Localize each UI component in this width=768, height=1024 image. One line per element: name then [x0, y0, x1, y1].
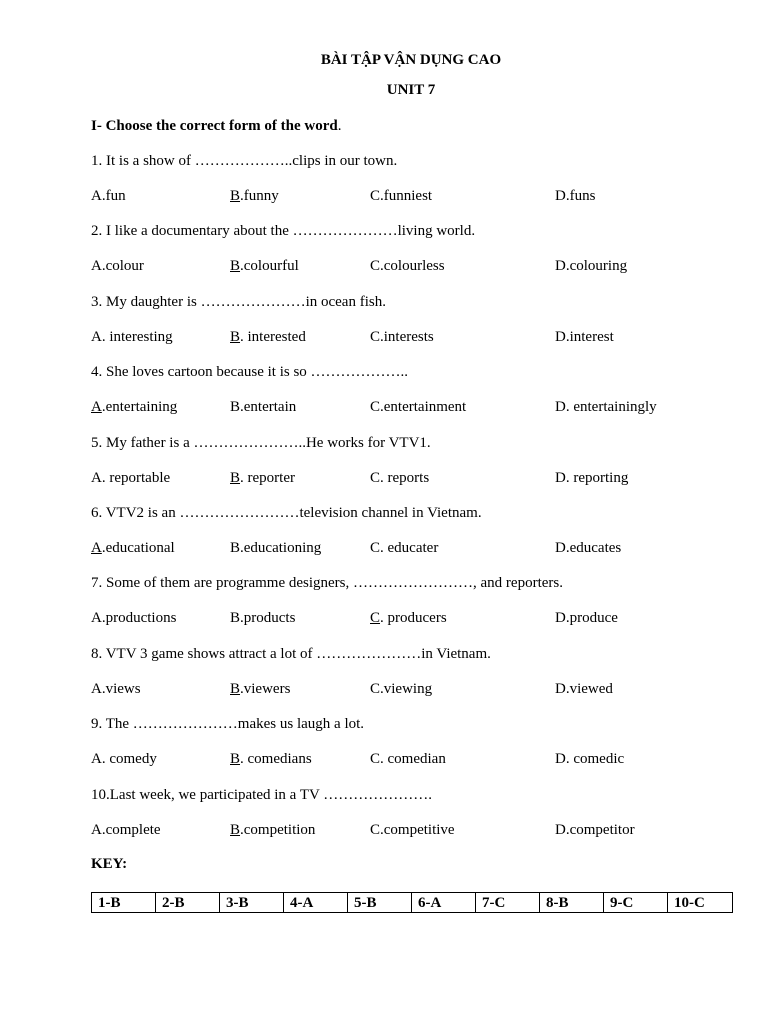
option-b[interactable] — [230, 470, 295, 487]
option-b[interactable] — [230, 751, 312, 768]
option-a[interactable] — [91, 329, 173, 346]
option-b[interactable] — [230, 681, 290, 698]
option-text: reporting — [573, 470, 629, 486]
option-letter: A — [91, 751, 102, 767]
option-separator: . — [565, 751, 574, 767]
option-letter: D — [555, 681, 566, 697]
option-a[interactable] — [91, 258, 144, 275]
option-separator: . — [565, 329, 570, 345]
option-letter: C — [370, 258, 381, 274]
option-text: reporter — [247, 470, 295, 486]
option-c[interactable] — [370, 399, 466, 416]
option-text: comedian — [387, 751, 446, 767]
option-a[interactable] — [91, 751, 157, 768]
option-separator: . — [240, 470, 248, 486]
question-text: 2. I like a documentary about the …………………living world. — [91, 223, 476, 239]
option-text: competitor — [569, 822, 635, 838]
option-text: funniest — [383, 188, 433, 204]
option-text: views — [105, 681, 141, 697]
option-letter: A — [91, 681, 102, 697]
option-d[interactable] — [555, 681, 613, 698]
option-letter: C — [370, 470, 381, 486]
option-text: viewing — [383, 681, 433, 697]
option-separator: . — [380, 610, 388, 626]
option-separator: . — [565, 188, 570, 204]
option-separator: . — [565, 681, 570, 697]
options-row — [91, 610, 751, 630]
option-text: productions — [105, 610, 177, 626]
option-letter: A — [91, 258, 102, 274]
option-letter: B — [230, 470, 241, 486]
option-text: interests — [383, 329, 434, 345]
option-separator: . — [240, 329, 248, 345]
option-c[interactable] — [370, 258, 445, 275]
option-b[interactable] — [230, 540, 321, 557]
option-separator: . — [101, 822, 106, 838]
option-separator: . — [565, 470, 574, 486]
question-text: 7. Some of them are programme designers, ……………………, and reporters. — [91, 575, 563, 591]
option-letter: C — [370, 610, 381, 626]
option-d[interactable] — [555, 822, 635, 839]
option-d[interactable] — [555, 258, 627, 275]
option-separator: . — [101, 399, 106, 415]
option-text: produce — [569, 610, 618, 626]
option-text: entertaining — [105, 399, 178, 415]
question-text: 9. The …………………makes us laugh a lot. — [91, 716, 365, 732]
option-text: interest — [569, 329, 614, 345]
option-text: producers — [387, 610, 447, 626]
option-letter: C — [370, 681, 381, 697]
option-text: comedy — [109, 751, 157, 767]
option-separator: . — [565, 540, 570, 556]
option-separator: . — [380, 540, 388, 556]
option-b[interactable] — [230, 258, 299, 275]
option-a[interactable] — [91, 681, 141, 698]
option-text: educational — [105, 540, 175, 556]
worksheet-title: BÀI TẬP VẬN DỤNG CAO — [320, 52, 502, 68]
option-separator: . — [101, 329, 110, 345]
key-cell: 1-B — [92, 893, 156, 913]
option-text: complete — [105, 822, 161, 838]
option-c[interactable] — [370, 470, 429, 487]
section-heading — [91, 118, 341, 135]
option-c[interactable] — [370, 822, 455, 839]
option-text: viewed — [569, 681, 613, 697]
option-separator: . — [240, 188, 244, 204]
option-separator: . — [565, 822, 570, 838]
option-separator: . — [240, 399, 244, 415]
option-separator: . — [240, 681, 244, 697]
option-letter: D — [555, 258, 566, 274]
option-separator: . — [240, 540, 244, 556]
option-b[interactable] — [230, 822, 315, 839]
option-c[interactable] — [370, 188, 432, 205]
option-separator: . — [240, 822, 244, 838]
option-d[interactable] — [555, 470, 628, 487]
option-separator: . — [101, 188, 106, 204]
option-letter: D — [555, 610, 566, 626]
option-b[interactable] — [230, 399, 296, 416]
option-letter: C — [370, 329, 381, 345]
option-separator: . — [565, 258, 570, 274]
option-letter: D — [555, 540, 566, 556]
option-separator: . — [380, 470, 388, 486]
option-letter: B — [230, 258, 241, 274]
option-c[interactable] — [370, 681, 432, 698]
option-text: entertainment — [383, 399, 467, 415]
option-text: products — [243, 610, 296, 626]
key-cell: 6-A — [412, 893, 476, 913]
option-text: entertainingly — [573, 399, 657, 415]
option-letter: A — [91, 610, 102, 626]
option-c[interactable] — [370, 540, 438, 557]
option-letter: B — [230, 681, 241, 697]
unit-heading: UNIT 7 — [386, 82, 436, 98]
key-cell: 10-C — [668, 893, 733, 913]
option-a[interactable] — [91, 822, 161, 839]
option-b[interactable] — [230, 329, 306, 346]
option-separator: . — [380, 681, 384, 697]
option-b[interactable] — [230, 188, 279, 205]
options-row — [91, 258, 751, 278]
option-letter: D — [555, 399, 566, 415]
question-text: 5. My father is a …………………..He works for VTV1. — [91, 435, 431, 451]
option-c[interactable] — [370, 329, 434, 346]
key-label: KEY: — [91, 856, 128, 872]
option-a[interactable] — [91, 610, 176, 627]
option-letter: B — [230, 822, 241, 838]
option-text: educater — [387, 540, 439, 556]
option-d[interactable] — [555, 610, 618, 627]
option-separator: . — [240, 258, 244, 274]
answer-key-table — [91, 892, 733, 913]
option-letter: C — [370, 822, 381, 838]
key-cell: 7-C — [476, 893, 540, 913]
option-c[interactable] — [370, 610, 447, 627]
key-cell: 5-B — [348, 893, 412, 913]
option-text: interested — [247, 329, 306, 345]
option-separator: . — [565, 399, 574, 415]
option-letter: A — [91, 470, 102, 486]
option-b[interactable] — [230, 610, 295, 627]
options-row — [91, 681, 751, 701]
option-separator: . — [565, 610, 570, 626]
option-separator: . — [101, 470, 110, 486]
option-letter: B — [230, 610, 241, 626]
option-separator: . — [101, 751, 110, 767]
option-letter: B — [230, 399, 241, 415]
option-text: funny — [243, 188, 279, 204]
option-d[interactable] — [555, 399, 657, 416]
key-cell: 8-B — [540, 893, 604, 913]
option-letter: D — [555, 470, 566, 486]
question-text: 1. It is a show of ………………..clips in our town. — [91, 153, 398, 169]
option-text: educationing — [243, 540, 322, 556]
option-separator: . — [380, 399, 384, 415]
option-text: funs — [569, 188, 596, 204]
option-text: colour — [105, 258, 144, 274]
question-text: 10.Last week, we participated in a TV …………………. — [91, 787, 433, 803]
options-row — [91, 188, 751, 208]
question-text: 4. She loves cartoon because it is so ……………….. — [91, 364, 409, 380]
option-a[interactable] — [91, 188, 126, 205]
options-row — [91, 822, 751, 842]
option-a[interactable] — [91, 540, 175, 557]
option-separator: . — [380, 188, 384, 204]
option-letter: B — [230, 188, 241, 204]
option-separator: . — [380, 329, 384, 345]
option-letter: C — [370, 751, 381, 767]
option-text: fun — [105, 188, 126, 204]
option-text: colourful — [243, 258, 299, 274]
option-letter: D — [555, 188, 566, 204]
option-letter: A — [91, 822, 102, 838]
option-c[interactable] — [370, 751, 446, 768]
option-text: interesting — [109, 329, 173, 345]
option-text: entertain — [243, 399, 297, 415]
option-text: competitive — [383, 822, 455, 838]
option-letter: A — [91, 188, 102, 204]
option-a[interactable] — [91, 470, 170, 487]
options-row — [91, 329, 751, 349]
option-letter: B — [230, 329, 241, 345]
option-letter: D — [555, 822, 566, 838]
option-letter: A — [91, 399, 102, 415]
option-separator: . — [101, 681, 106, 697]
option-letter: C — [370, 188, 381, 204]
key-cell: 2-B — [156, 893, 220, 913]
question-text: 8. VTV 3 game shows attract a lot of …………………in Vietnam. — [91, 646, 491, 662]
option-separator: . — [101, 610, 106, 626]
option-text: competition — [243, 822, 316, 838]
option-separator: . — [380, 258, 384, 274]
option-letter: A — [91, 540, 102, 556]
option-separator: . — [380, 822, 384, 838]
option-letter: B — [230, 540, 241, 556]
section-heading-period: . — [337, 118, 342, 134]
option-text: educates — [569, 540, 622, 556]
option-text: colouring — [569, 258, 628, 274]
question-text: 3. My daughter is …………………in ocean fish. — [91, 294, 386, 310]
key-cell: 4-A — [284, 893, 348, 913]
options-row — [91, 751, 751, 771]
options-row — [91, 470, 751, 490]
option-d[interactable] — [555, 329, 614, 346]
options-row — [91, 540, 751, 560]
option-separator: . — [101, 258, 106, 274]
option-text: reports — [387, 470, 430, 486]
option-text: reportable — [109, 470, 171, 486]
section-heading-text: I- Choose the correct form of the word — [91, 118, 338, 134]
question-text: 6. VTV2 is an ……………………television channel in Vietnam. — [91, 505, 482, 521]
key-cell: 9-C — [604, 893, 668, 913]
option-letter: C — [370, 540, 381, 556]
option-separator: . — [240, 751, 248, 767]
answer-key-row — [92, 893, 733, 913]
option-separator: . — [380, 751, 388, 767]
option-letter: B — [230, 751, 241, 767]
option-text: comedians — [247, 751, 312, 767]
option-text: colourless — [383, 258, 445, 274]
option-letter: D — [555, 329, 566, 345]
option-text: comedic — [573, 751, 625, 767]
option-d[interactable] — [555, 540, 621, 557]
option-separator: . — [101, 540, 106, 556]
key-cell: 3-B — [220, 893, 284, 913]
option-d[interactable] — [555, 751, 624, 768]
option-letter: A — [91, 329, 102, 345]
option-a[interactable] — [91, 399, 177, 416]
option-separator: . — [240, 610, 244, 626]
option-letter: C — [370, 399, 381, 415]
option-text: viewers — [243, 681, 291, 697]
option-letter: D — [555, 751, 566, 767]
option-d[interactable] — [555, 188, 595, 205]
options-row — [91, 399, 751, 419]
